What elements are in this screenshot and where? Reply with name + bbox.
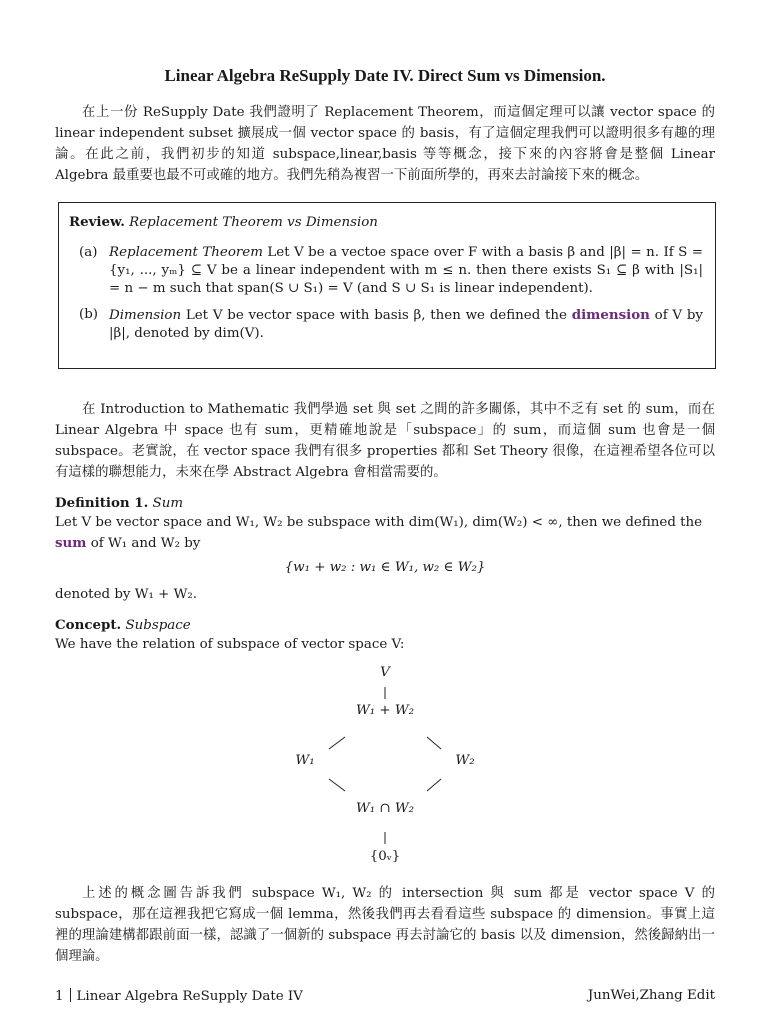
node-v: V xyxy=(380,665,390,680)
line-sum-w2 xyxy=(427,737,441,749)
node-w2: W₂ xyxy=(455,753,475,768)
line-w2-int xyxy=(427,779,441,791)
review-heading xyxy=(69,214,703,230)
concept-line: We have the relation of subspace of vector space V: xyxy=(55,637,405,652)
item-a-label: (a) xyxy=(79,245,98,260)
definition-name: Sum xyxy=(152,496,184,511)
page-title: Linear Algebra ReSupply Date IV. Direct Sum vs Dimension. xyxy=(164,66,606,85)
item-a-body xyxy=(109,244,703,298)
concept-label: Concept. xyxy=(55,617,122,633)
lemma-intro-paragraph: 上述的概念圖告訴我們 subspace W₁, W₂ 的 intersection 與 sum 都是 vector space V 的 subspace，那在這裡我把它寫成一個 lemma，然後我們再去看看這些 subspace 的 dimension。事實上這裡的理論建構都跟前面一樣，認識了一個新的 subspace 再去討論它的 basis 以及 dimension，然後歸納出一個理論。 xyxy=(55,886,715,964)
review-label: Review. xyxy=(69,214,125,230)
footer-doc-title: Linear Algebra ReSupply Date IV xyxy=(76,989,303,1004)
dimension-highlight: dimension xyxy=(571,307,650,323)
sum-intro-paragraph: 在 Introduction to Mathematic 我們學過 set 與 set 之間的許多關係，其中不乏有 set 的 sum，而在 Linear Algebra 中 space 也有 sum，更精確地說是「subspace」的 sum，而這個 sum 也會是一個 subspace。老實說，在 vector space 我們有很多 properties 都和 Set Theory 很像，在這裡希望各位可以有這樣的聯想能力，未來在學 Abstract Algebra 會相當需要的。 xyxy=(55,402,715,480)
item-b-name: Dimension xyxy=(109,308,182,323)
line-sum-w1 xyxy=(329,737,345,749)
page-number: 1 xyxy=(55,989,64,1004)
item-b-text1: Let V be vector space with basis β, then we defined the xyxy=(181,308,572,323)
sum-highlight: sum xyxy=(55,535,87,551)
concept-name: Subspace xyxy=(125,618,191,633)
page-footer xyxy=(55,988,715,1004)
item-b-text2: of V by |β|, denoted by dim(V). xyxy=(109,308,703,341)
definition-heading xyxy=(55,495,715,511)
subspace-diagram xyxy=(55,665,715,875)
diagram-lines xyxy=(55,665,715,875)
node-sum: W₁ + W₂ xyxy=(356,703,414,718)
definition-line2 xyxy=(55,533,715,554)
review-item-b xyxy=(69,306,703,343)
sum-formula: {w₁ + w₂ : w₁ ∈ W₁, w₂ ∈ W₂} xyxy=(284,560,486,575)
intro-paragraph: 在上一份 ReSupply Date 我們證明了 Replacement Theorem，而這個定理可以讓 vector space 的 linear independent subset 擴展成一個 vector space 的 basis，有了這個定理我們可以證明很多有趣的理論。在此之前，我們初步的知道 subspace,linear,basis 等等概念，接下來的內容將會是整個 Linear Algebra 最重要也最不可或確的地方。我們先稍為複習一下前面所學的，再來去討論接下來的概念。 xyxy=(55,105,715,183)
definition-line2-rest: of W₁ and W₂ by xyxy=(86,536,201,551)
footer-author: JunWei,Zhang Edit xyxy=(587,988,715,1003)
footer-left xyxy=(55,988,303,1004)
definition-line1: Let V be vector space and W₁, W₂ be subspace with dim(W₁), dim(W₂) < ∞, then we defined the xyxy=(55,515,703,530)
denoted-by: denoted by W₁ + W₂. xyxy=(55,587,197,602)
item-b-body xyxy=(109,306,703,343)
item-a-text: Let V be a vectoe space over F with a basis β and |β| = n. If S = {y₁, ..., yₘ} ⊆ V be a linear independent with m ≤ n. then there exists S₁ ⊆ β with |S₁| = n − m such that span(S ∪ S₁) = V (and S ∪ S₁ is linear independent). xyxy=(109,245,704,296)
node-intersection: W₁ ∩ W₂ xyxy=(356,801,414,816)
review-subtitle: Replacement Theorem vs Dimension xyxy=(129,215,378,230)
footer-separator xyxy=(70,988,71,1002)
item-b-label: (b) xyxy=(79,307,99,322)
concept-heading xyxy=(55,617,715,633)
definition-label: Definition 1. xyxy=(55,495,149,511)
review-box xyxy=(58,202,716,369)
page xyxy=(55,60,715,967)
line-w1-int xyxy=(329,779,345,791)
node-zero: {0ᵥ} xyxy=(369,849,401,864)
node-w1: W₁ xyxy=(295,753,315,768)
item-a-name: Replacement Theorem xyxy=(109,245,263,260)
review-item-a xyxy=(69,244,703,298)
